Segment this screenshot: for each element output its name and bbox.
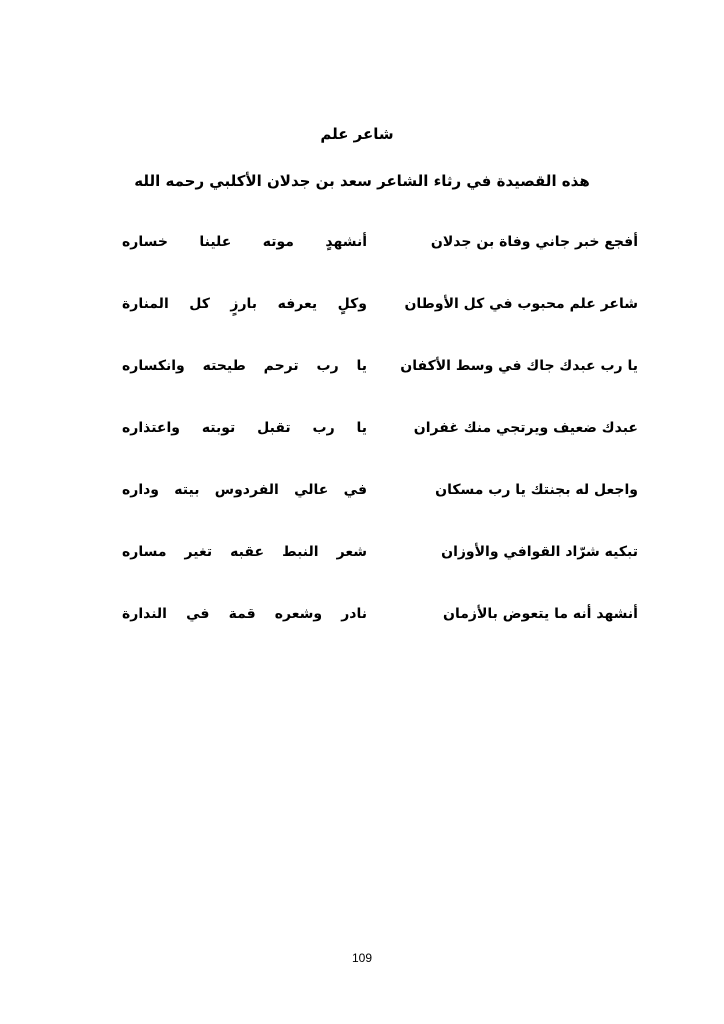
poem-title: شاعر علم — [320, 125, 394, 143]
verse-3 — [122, 348, 638, 410]
verse-5-first-hemistich: واجعل له بجنتك يا رب مسكان — [435, 482, 638, 498]
verse-5 — [122, 472, 638, 534]
verse-4-second-hemistich: يا رب تقبل توبته واعتذاره — [122, 420, 367, 436]
page-number: 109 — [351, 951, 373, 965]
verse-3-second-hemistich: يا رب ترحم طيحته وانكساره — [122, 358, 367, 374]
verse-7-second-hemistich: نادر وشعره قمة في الندارة — [122, 606, 367, 622]
verse-4 — [122, 410, 638, 472]
verse-6-first-hemistich: تبكيه شرّاد القوافي والأوزان — [441, 544, 638, 560]
verse-1-first-hemistich: أفجع خبر جاني وفاة بن جدلان — [430, 234, 638, 250]
verse-2 — [122, 286, 638, 348]
verse-4-first-hemistich: عبدك ضعيف ويرتجي منك غفران — [413, 420, 638, 436]
verse-6-second-hemistich: شعر النبط عقبه تغير مساره — [122, 544, 367, 560]
poem-subtitle: هذه القصيدة في رثاء الشاعر سعد بن جدلان الأكلبي رحمه الله — [134, 172, 590, 190]
verse-2-first-hemistich: شاعر علم محبوب في كل الأوطان — [404, 296, 638, 312]
verse-3-first-hemistich: يا رب عبدك جاك في وسط الأكفان — [400, 358, 638, 374]
verse-7 — [122, 596, 638, 658]
verse-6 — [122, 534, 638, 596]
poem-verses — [122, 224, 638, 658]
verse-1-second-hemistich: أنشهدٍ موته علينا خساره — [122, 234, 367, 250]
verse-1 — [122, 224, 638, 286]
verse-2-second-hemistich: وكلٍ يعرفه بارزٍ كل المنارة — [122, 296, 367, 312]
verse-5-second-hemistich: في عالي الفردوس بيته وداره — [122, 482, 367, 498]
verse-7-first-hemistich: أنشهد أنه ما يتعوض بالأزمان — [443, 606, 638, 622]
